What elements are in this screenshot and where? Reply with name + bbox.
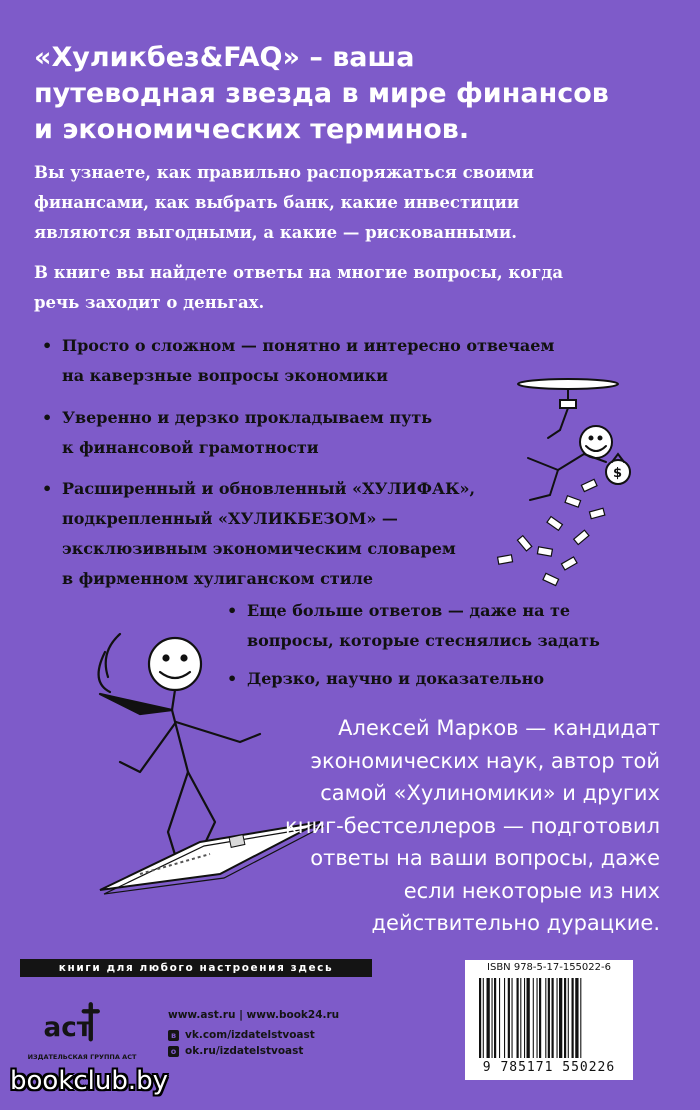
intro-paragraph-2 [34,258,654,318]
barcode-bar [568,978,569,1058]
bullet-dot: • [42,479,53,498]
intro-paragraph-1 [34,158,654,248]
barcode-bar [494,978,496,1058]
headline-line: «Хуликбез&FAQ» – ваша [34,42,415,73]
bullet-line: в фирменном хулиганском стиле [62,569,374,588]
intro-line: речь заходит о деньгах. [34,293,265,312]
bullet-item [42,403,433,463]
bullet-dot: • [227,601,238,620]
barcode-bar [483,978,484,1058]
author-line: экономических наук, автор той [310,748,660,773]
bullet-dot: • [227,669,238,688]
headline-line: и экономических терминов. [34,114,470,145]
isbn-label: ISBN 978-5-17-155022-6 [487,962,611,973]
bullet-dot: • [42,336,53,355]
author-line: если некоторые из них [403,878,660,903]
bullet-line: Еще больше ответов — даже на те [247,601,571,620]
vk-icon: в [168,1030,179,1041]
publisher-name: ИЗДАТЕЛЬСКАЯ ГРУППА АСТ [27,1053,137,1061]
barcode-bar [539,978,541,1058]
money-bag-symbol: $ [613,466,623,481]
barcode-bar [512,978,513,1058]
headline [34,40,674,148]
barcode-bar [564,978,566,1058]
logo-text: аст [43,1012,92,1043]
barcode-bar [548,978,550,1058]
author-line: самой «Хулиномики» и других [320,781,660,805]
barcode-bar [580,978,581,1058]
author-line: ответы на ваши вопросы, даже [310,846,660,870]
barcode-bar [557,978,558,1058]
helicopter-stickman-illustration [478,370,678,600]
bullet-line: подкрепленный «ХУЛИКБЕЗОМ» — [62,509,398,528]
intro-line: финансами, как выбрать банк, какие инвестиции [34,193,520,212]
barcode-bar [508,978,510,1058]
bullet-line: к финансовой грамотности [62,438,319,457]
ast-logo [40,990,110,1050]
bullet-line: Расширенный и обновленный «ХУЛИФАК», [62,479,476,498]
intro-line: являются выгодными, а какие — рискованными. [34,223,517,242]
intro-line: Вы узнаете, как правильно распоряжаться своими [34,163,534,182]
barcode-bar [572,978,574,1058]
barcode-bar [524,978,525,1058]
barcode-bar [575,978,578,1058]
headline-line: путеводная звезда в мире финансов [34,78,609,109]
barcode-box [465,960,633,1080]
genre-strip: книги для любого настроения здесь [20,959,372,977]
barcode-bar [479,978,481,1058]
author-line: действительно дурацкие. [371,911,660,935]
barcode-bar [517,978,519,1058]
bullet-item [42,474,476,594]
author-line: Алексей Марков — кандидат [338,716,660,740]
barcode-bar [537,978,538,1058]
barcode-bar [504,978,505,1058]
author-line: книг-бестселлеров — подготовил [285,813,660,838]
vk-link[interactable]: в vk.com/izdatelstvoast [168,1025,339,1045]
barcode-bar [527,978,530,1058]
bullet-line: вопросы, которые стеснялись задать [247,631,600,650]
barcode-number: 9 785171 550226 [482,1060,616,1075]
barcode [477,978,621,1060]
barcode-bar [487,978,490,1058]
bullet-line: Просто о сложном — понятно и интересно отвечаем [62,336,555,355]
barcode-bar [492,978,493,1058]
ok-link[interactable]: о ok.ru/izdatelstvoast [168,1041,339,1061]
barcode-bar [520,978,521,1058]
bullet-line: на каверзные вопросы экономики [62,366,389,385]
barcode-bar [533,978,534,1058]
watermark: bookclub.by [10,1066,169,1096]
intro-line: В книге вы найдете ответы на многие вопросы, когда [34,263,564,282]
author-bio [230,712,660,940]
bullet-line: Уверенно и дерзко прокладываем путь [62,408,433,427]
bullet-dot: • [42,408,53,427]
bullet-line: эксклюзивным экономическим словарем [62,539,456,558]
barcode-bar [545,978,546,1058]
barcode-bar [552,978,554,1058]
publisher-links [168,1005,339,1061]
sites-link[interactable]: www.ast.ru | www.book24.ru [168,1009,340,1021]
barcode-bar [559,978,562,1058]
bullet-line: Дерзко, научно и доказательно [247,669,545,688]
ok-icon: о [168,1046,179,1057]
barcode-bar [499,978,500,1058]
